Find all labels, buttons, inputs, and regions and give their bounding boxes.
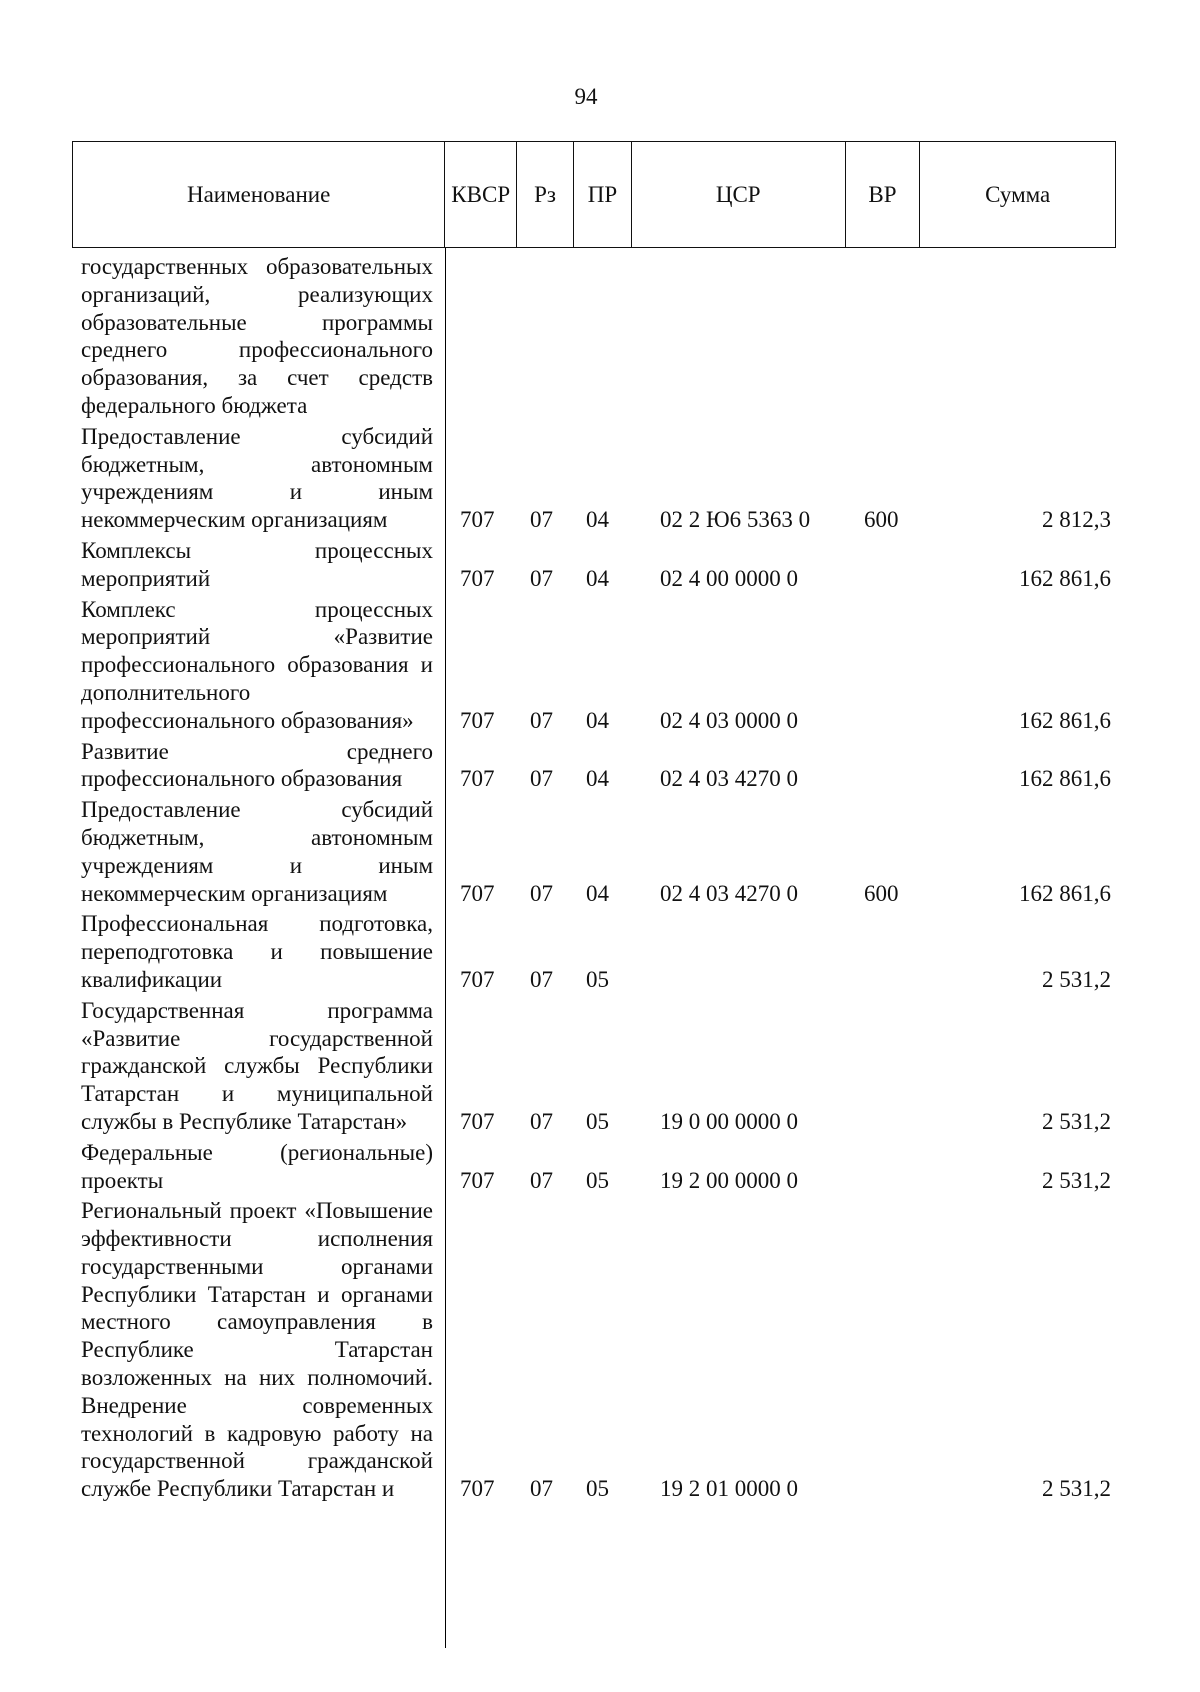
table-row <box>0 253 1200 420</box>
row-pr: 04 <box>586 707 609 733</box>
row-rz: 07 <box>530 707 553 733</box>
row-sum: 162 861,6 <box>1019 707 1111 733</box>
row-pr: 05 <box>586 1108 609 1134</box>
row-rz: 07 <box>530 1108 553 1134</box>
row-kvsr: 707 <box>460 507 495 533</box>
row-rz: 07 <box>530 1476 553 1502</box>
table-row <box>0 537 1200 593</box>
row-kvsr: 707 <box>460 707 495 733</box>
row-csr: 19 2 00 0000 0 <box>660 1167 798 1193</box>
table-row <box>0 1197 1200 1503</box>
table-row <box>0 596 1200 735</box>
row-kvsr: 707 <box>460 1476 495 1502</box>
row-pr: 04 <box>586 565 609 591</box>
row-pr: 05 <box>586 966 609 992</box>
row-sum: 2 531,2 <box>1042 966 1111 992</box>
row-pr: 05 <box>586 1476 609 1502</box>
row-csr: 02 4 03 4270 0 <box>660 766 798 792</box>
row-kvsr: 707 <box>460 1167 495 1193</box>
row-sum: 162 861,6 <box>1019 766 1111 792</box>
header-csr: ЦСР <box>632 142 846 247</box>
header-sum: Сумма <box>985 181 1051 207</box>
row-kvsr: 707 <box>460 966 495 992</box>
row-rz: 07 <box>530 966 553 992</box>
row-name: Государственная программа «Развитие государственной гражданской службы Республики Татарстан и муниципальной службы в Республике Татарстан» <box>81 997 433 1134</box>
row-csr: 02 2 Ю6 5363 0 <box>660 507 811 533</box>
row-rz: 07 <box>530 1167 553 1193</box>
row-rz: 07 <box>530 507 553 533</box>
table-row <box>0 796 1200 907</box>
row-kvsr: 707 <box>460 565 495 591</box>
row-vr: 600 <box>864 507 899 533</box>
row-name: Комплекс процессных мероприятий «Развитие профессионального образования и дополнительного профессионального образования» <box>81 596 433 733</box>
page-number: 94 <box>574 84 598 109</box>
header-name: Наименование <box>73 142 445 247</box>
row-csr: 02 4 00 0000 0 <box>660 565 798 591</box>
row-csr: 02 4 03 4270 0 <box>660 880 798 906</box>
row-csr: 19 0 00 0000 0 <box>660 1108 798 1134</box>
header-rz: Рз <box>517 142 574 247</box>
table-row <box>0 738 1200 794</box>
table-row <box>0 1139 1200 1195</box>
row-name: Профессиональная подготовка, переподготовка и повышение квалификации <box>81 911 433 992</box>
header-pr: ПР <box>574 142 632 247</box>
table-body <box>0 253 1200 1503</box>
row-sum: 2 531,2 <box>1042 1167 1111 1193</box>
row-sum: 2 531,2 <box>1042 1108 1111 1134</box>
table-row <box>0 910 1200 993</box>
row-kvsr: 707 <box>460 766 495 792</box>
row-csr: 19 2 01 0000 0 <box>660 1476 798 1502</box>
row-pr: 04 <box>586 880 609 906</box>
table-header <box>72 141 1116 248</box>
row-name: Предоставление субсидий бюджетным, автономным учреждениям и иным некоммерческим организациям <box>81 423 433 533</box>
row-rz: 07 <box>530 766 553 792</box>
row-vr: 600 <box>864 880 899 906</box>
row-pr: 05 <box>586 1167 609 1193</box>
row-name: Федеральные (региональные) проекты <box>81 1139 433 1193</box>
row-sum: 2 812,3 <box>1042 507 1111 533</box>
header-kvsr: КВСР <box>445 142 517 247</box>
row-sum: 162 861,6 <box>1019 880 1111 906</box>
row-name: Комплексы процессных мероприятий <box>81 537 433 591</box>
row-name: Предоставление субсидий бюджетным, автономным учреждениям и иным некоммерческим организациям <box>81 797 433 906</box>
row-name: государственных образовательных организаций, реализующих образовательные программы среднего профессионального образования, за счет средств федерального бюджета <box>81 254 433 418</box>
row-name: Развитие среднего профессионального образования <box>81 738 433 792</box>
row-rz: 07 <box>530 880 553 906</box>
row-pr: 04 <box>586 507 609 533</box>
row-kvsr: 707 <box>460 1108 495 1134</box>
table-row <box>0 997 1200 1136</box>
header-vr: ВР <box>846 142 921 247</box>
row-sum: 162 861,6 <box>1019 565 1111 591</box>
row-sum: 2 531,2 <box>1042 1476 1111 1502</box>
row-name: Региональный проект «Повышение эффективности исполнения государственными органами Республики Татарстан и органами местного самоуправления в Республике Татарстан возложенных на них полномочий. Внедрение современных технологий в кадровую работу на государственной гражданской службе Республики Татарстан и <box>81 1198 433 1502</box>
row-rz: 07 <box>530 565 553 591</box>
row-pr: 04 <box>586 766 609 792</box>
row-csr: 02 4 03 0000 0 <box>660 707 798 733</box>
table-row <box>0 423 1200 534</box>
row-kvsr: 707 <box>460 880 495 906</box>
